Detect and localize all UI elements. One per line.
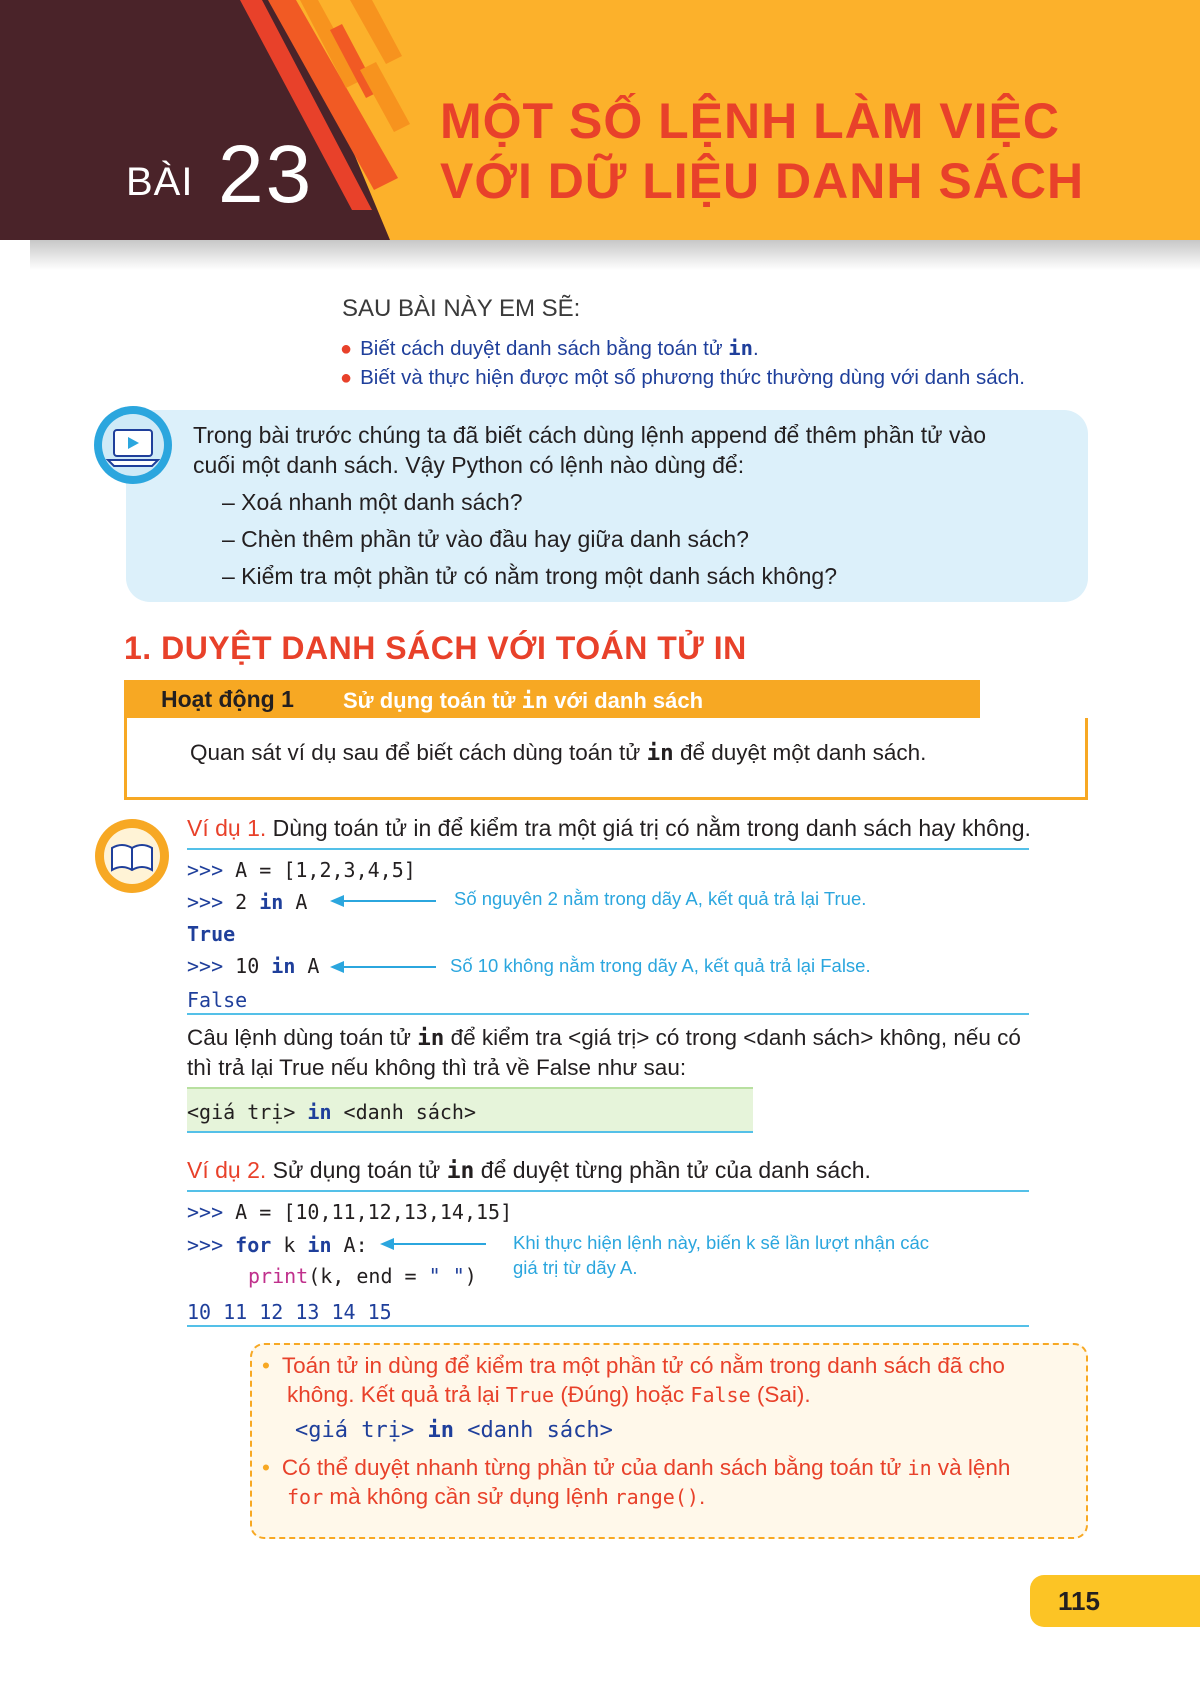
example2-title: Ví dụ 2. Sử dụng toán tử in để duyệt từng phần tử của danh sách. [187,1157,871,1184]
intro-text: cuối một danh sách. Vậy Python có lệnh nào dùng để: [193,452,745,478]
divider [187,1325,1029,1327]
intro-text: Trong bài trước chúng ta đã biết cách dùng lệnh append để thêm phần tử vào [193,422,987,448]
intro-question: – Kiểm tra một phần tử có nằm trong một danh sách không? [222,563,838,589]
page-number: 115 [1058,1586,1100,1616]
summary-syntax: <giá trị> in <danh sách> [295,1418,613,1443]
divider [187,1087,753,1089]
lesson-title-line1: MỘT SỐ LỆNH LÀM VIỆC [440,93,1060,149]
activity-title: Sử dụng toán tử in với danh sách [343,688,704,714]
annotation: Khi thực hiện lệnh này, biến k sẽ lần lượt nhận các [513,1232,930,1253]
code-line: >>> A = [10,11,12,13,14,15] [187,1200,513,1224]
summary-text: không. Kết quả trả lại True (Đúng) hoặc False (Sai). [287,1382,811,1407]
objective-item: ● Biết và thực hiện được một số phương thức thường dùng với danh sách. [340,366,1025,389]
divider [187,848,1029,850]
divider [187,1013,1029,1015]
lesson-header [0,0,1200,240]
annotation: Số nguyên 2 nằm trong dãy A, kết quả trả lại True. [454,888,867,909]
code-line: >>> 2 in A [187,890,308,914]
intro-question: – Chèn thêm phần tử vào đầu hay giữa danh sách? [222,526,749,552]
explain-text: Câu lệnh dùng toán tử in để kiểm tra <giá trị> có trong <danh sách> không, nếu có [187,1025,1021,1051]
laptop-question-icon [92,404,174,486]
header-shadow [30,240,1200,270]
code-line: print(k, end = " ") [248,1264,477,1288]
code-output: 10 11 12 13 14 15 [187,1300,392,1324]
section-title: 1. DUYỆT DANH SÁCH VỚI TOÁN TỬ IN [124,630,747,666]
activity-label: Hoạt động 1 [161,686,294,712]
code-line: >>> for k in A: [187,1233,368,1257]
divider [187,1131,753,1133]
lesson-number: 23 [218,129,314,220]
annotation: Số 10 không nằm trong dãy A, kết quả trả lại False. [450,955,871,976]
summary-bullet: • Toán tử in dùng để kiểm tra một phần tử có nằm trong danh sách đã cho [262,1353,1005,1378]
summary-bullet: • Có thể duyệt nhanh từng phần tử của danh sách bằng toán tử in và lệnh [262,1455,1011,1480]
annotation: giá trị từ dãy A. [513,1257,638,1278]
code-line: >>> A = [1,2,3,4,5] [187,858,416,882]
intro-question: – Xoá nhanh một danh sách? [222,489,523,515]
page-number-tab [1030,1575,1200,1627]
summary-text: for mà không cần sử dụng lệnh range(). [287,1484,706,1509]
objectives-heading: SAU BÀI NÀY EM SẼ: [342,295,581,322]
syntax-line: <giá trị> in <danh sách> [187,1100,477,1124]
code-output: True [187,922,236,946]
book-icon [94,818,170,894]
objective-item: ● Biết cách duyệt danh sách bằng toán tử in. [340,336,759,360]
example1-title: Ví dụ 1. Dùng toán tử in để kiểm tra một giá trị có nằm trong danh sách hay không. [187,815,1031,841]
arrow-icon [330,893,438,909]
activity-text: Quan sát ví dụ sau để biết cách dùng toán tử in để duyệt một danh sách. [190,740,927,766]
lesson-title-line2: VỚI DỮ LIỆU DANH SÁCH [440,153,1085,209]
lesson-word: BÀI [126,160,194,204]
explain-text: thì trả lại True nếu không thì trả về False như sau: [187,1055,687,1080]
code-line: >>> 10 in A [187,954,320,978]
arrow-icon [380,1236,488,1252]
divider [187,1190,1029,1192]
arrow-icon [330,959,438,975]
code-output: False [187,988,248,1012]
